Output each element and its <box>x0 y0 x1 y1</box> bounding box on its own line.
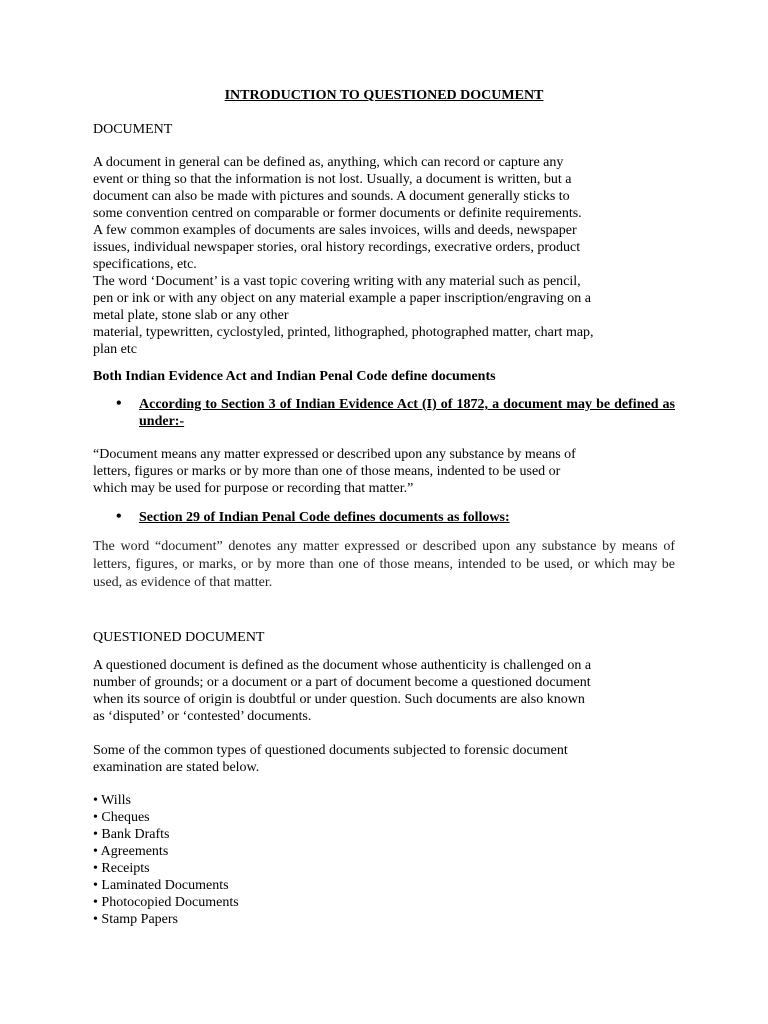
paragraph-line: number of grounds; or a document or a part of document become a questioned document <box>93 675 591 690</box>
paragraph-line: A few common examples of documents are sales invoices, wills and deeds, newspaper <box>93 223 577 238</box>
evidence-act-bullet: According to Section 3 of Indian Evidence Act (I) of 1872, a document may be defined as under:- <box>139 397 675 429</box>
paragraph-line: document can also be made with pictures and sounds. A document generally sticks to <box>93 189 570 204</box>
quote-line: which may be used for purpose or recording that matter.” <box>93 481 414 496</box>
paragraph-line: The word ‘Document’ is a vast topic covering writing with any material such as pencil, <box>93 274 581 289</box>
quote-line: “Document means any matter expressed or described upon any substance by means of <box>93 447 576 462</box>
paragraph-line: issues, individual newspaper stories, oral history recordings, execrative orders, product <box>93 240 581 255</box>
list-item: • Receipts <box>93 861 150 876</box>
types-intro <box>93 742 683 776</box>
list-item: • Laminated Documents <box>93 878 229 893</box>
evidence-act-quote <box>93 446 683 497</box>
paragraph-line: material, typewritten, cyclostyled, printed, lithographed, photographed matter, chart map, <box>93 325 594 340</box>
paragraph-line: when its source of origin is doubtful or under question. Such documents are also known <box>93 692 585 707</box>
list-item: • Cheques <box>93 810 150 825</box>
paragraph-line: as ‘disputed’ or ‘contested’ documents. <box>93 709 312 724</box>
list-item: • Agreements <box>93 844 169 859</box>
bullet-marker: • <box>116 508 122 525</box>
quote-line: letters, figures or marks or by more than one of those means, indented to be used or <box>93 464 561 479</box>
section-heading-document: DOCUMENT <box>93 122 173 137</box>
paragraph-line: A questioned document is defined as the document whose authenticity is challenged on a <box>93 658 592 673</box>
questioned-document-types-list <box>93 792 683 928</box>
list-item: • Photocopied Documents <box>93 895 239 910</box>
both-acts-heading: Both Indian Evidence Act and Indian Penal Code define documents <box>93 369 496 384</box>
paragraph-line: specifications, etc. <box>93 257 197 272</box>
bullet-marker: • <box>116 395 122 412</box>
paragraph-line: pen or ink or with any object on any material example a paper inscription/engraving on a <box>93 291 592 306</box>
paragraph-line: examination are stated below. <box>93 760 260 775</box>
paragraph-line: Some of the common types of questioned documents subjected to forensic document <box>93 743 568 758</box>
questioned-document-paragraph <box>93 657 683 725</box>
paragraph-line: A document in general can be defined as, anything, which can record or capture any <box>93 155 564 170</box>
list-item: • Wills <box>93 793 131 808</box>
penal-code-bullet: Section 29 of Indian Penal Code defines documents as follows: <box>139 510 510 525</box>
penal-code-paragraph: The word “document” denotes any matter expressed or described upon any substance by means of letters, figures, or marks, or by more than one of those means, intended to be used, or which may be used, as evidence of that matter. <box>93 539 675 590</box>
paragraph-line: plan etc <box>93 342 137 357</box>
page-title: INTRODUCTION TO QUESTIONED DOCUMENT <box>224 88 544 103</box>
list-item: • Stamp Papers <box>93 912 179 927</box>
paragraph-line: event or thing so that the information is not lost. Usually, a document is written, but a <box>93 172 572 187</box>
paragraph-line: metal plate, stone slab or any other <box>93 308 289 323</box>
paragraph-line: some convention centred on comparable or former documents or definite requirements. <box>93 206 582 221</box>
section-heading-questioned-document: QUESTIONED DOCUMENT <box>93 630 265 645</box>
list-item: • Bank Drafts <box>93 827 170 842</box>
document-definition-paragraph <box>93 154 683 358</box>
